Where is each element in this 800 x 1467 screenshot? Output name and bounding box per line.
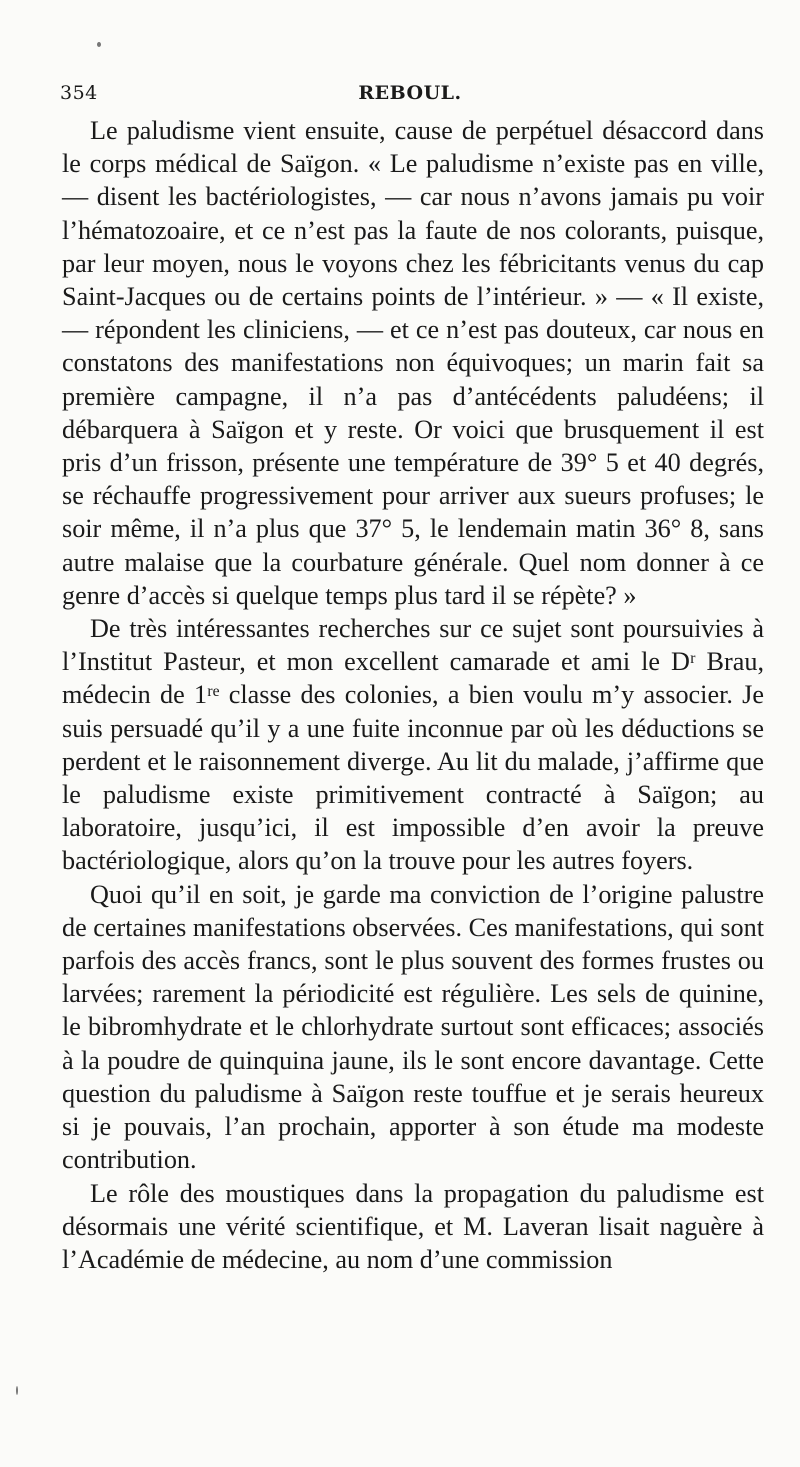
paragraph: Quoi qu’il en soit, je garde ma conviction de l’origine palustre de certaines manifestations observées. Ces manifestations, qui sont parfois des accès francs, sont le plus souvent des formes frustes ou larvées; rarement la périodicité est régulière. Les sels de quinine, le bibromhydrate et le chlorhydrate surtout sont efficaces; associés à la poudre de quinquina jaune, ils le sont encore davantage. Cette question du paludisme à Saïgon reste touffue et je serais heureux si je pouvais, l’an prochain, apporter à son étude ma modeste contribution. xyxy=(62,879,764,1175)
paragraph: Le rôle des moustiques dans la propagation du paludisme est désormais une vérité scientifique, et M. Laveran lisait naguère à l’Académie de médecine, au nom d’une commission xyxy=(62,1178,764,1274)
paragraph: Le paludisme vient ensuite, cause de perpétuel désaccord dans le corps médical de Saïgon. « Le paludisme n’existe pas en ville, — disent les bactériologistes, — car nous n’avons jamais pu voir l’hématozoaire, et ce n’est pas la faute de nos colorants, puisque, par leur moyen, nous le voyons chez les fébricitants venus du cap Saint-Jacques ou de certains points de l’intérieur. » — « Il existe, — répondent les cliniciens, — et ce n’est pas douteux, car nous en constatons des manifestations non équivoques; un marin fait sa première campagne, il n’a pas d’antécédents paludéens; il débarquera à Saïgon et y reste. Or voici que brusquement il est pris d’un frisson, présente une température de 39° 5 et 40 degrés, se réchauffe progressivement pour arriver aux sueurs profuses; le soir même, il n’a plus que 37° 5, le lendemain matin 36° 8, sans autre malaise que la courbature générale. Quel nom donner à ce genre d’accès si quelque temps plus tard il se répète? » xyxy=(62,116,764,610)
page-header xyxy=(60,82,760,106)
ink-speck xyxy=(97,42,101,47)
ink-speck xyxy=(16,1386,18,1395)
page-number: 354 xyxy=(60,82,98,104)
paragraph: De très intéressantes recherches sur ce sujet sont poursuivies à l’Institut Pasteur, et mon excellent camarade et ami le Dʳ Brau, médecin de 1ʳᵉ classe des colonies, a bien voulu m’y associer. Je suis persuadé qu’il y a une fuite inconnue par où les déductions se perdent et le raisonnement diverge. Au lit du malade, j’affirme que le paludisme existe primitivement contracté à Saïgon; au laboratoire, jusqu’ici, il est impossible d’en avoir la preuve bactériologique, alors qu’on la trouve pour les autres foyers. xyxy=(62,614,764,876)
body-text xyxy=(62,114,764,1276)
running-head: REBOUL. xyxy=(358,82,462,104)
